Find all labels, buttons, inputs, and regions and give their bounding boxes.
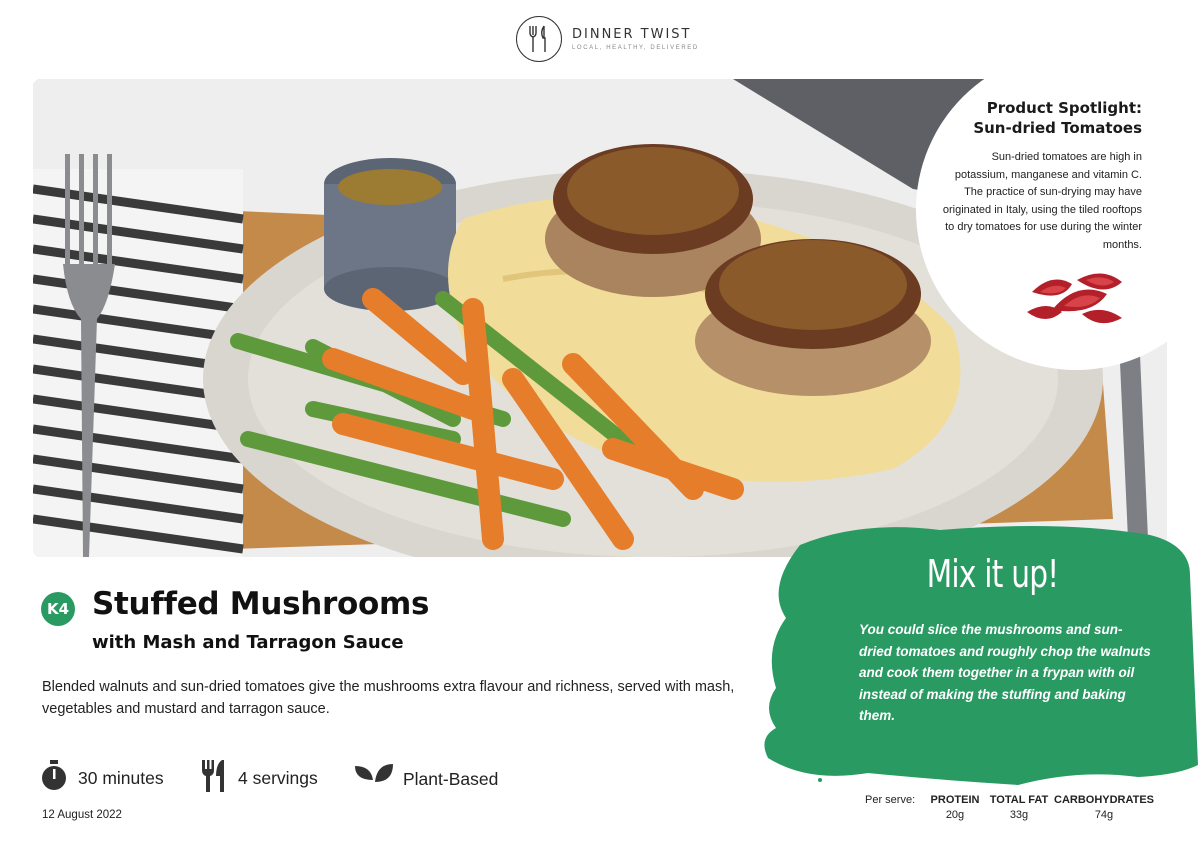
time-stat xyxy=(40,760,164,797)
spotlight-title-line1: Product Spotlight: xyxy=(986,99,1142,117)
stopwatch-icon xyxy=(40,760,68,797)
servings-stat xyxy=(200,760,318,797)
mix-it-up-title: Mix it up! xyxy=(926,552,1059,596)
carbs-label: CARBOHYDRATES xyxy=(1054,794,1155,806)
sprout-icon xyxy=(355,760,393,799)
brand-tagline: LOCAL, HEALTHY, DELIVERED xyxy=(572,45,699,51)
protein-label: PROTEIN xyxy=(930,794,980,806)
time-label: 30 minutes xyxy=(78,768,164,788)
spotlight-body: Sun-dried tomatoes are high in potassium, manganese and vitamin C. The practice of sun-drying may have originated in Italy, using the tiled rooftops to dry tomatoes for use during the winter months. xyxy=(942,151,1142,251)
spotlight-title-line2: Sun-dried Tomatoes xyxy=(973,119,1142,137)
sun-dried-tomatoes-image xyxy=(1022,262,1130,335)
recipe-description: Blended walnuts and sun-dried tomatoes give the mushrooms extra flavour and richness, served with mash, vegetables and mustard and tarragon sauce. xyxy=(42,679,735,717)
diet-stat xyxy=(355,760,498,799)
servings-label: 4 servings xyxy=(238,768,318,788)
fork-knife-icon xyxy=(516,16,562,62)
recipe-date: 12 August 2022 xyxy=(42,809,122,821)
product-spotlight xyxy=(940,98,1142,254)
carbs-value: 74g xyxy=(1094,809,1114,821)
brand-logo xyxy=(516,16,699,62)
per-serve-label xyxy=(865,794,915,806)
cutlery-icon xyxy=(200,760,228,797)
fat-value: 33g xyxy=(1009,809,1029,821)
fat-nutrient xyxy=(988,794,1050,821)
brand-name: DINNER TWIST xyxy=(572,27,692,42)
fat-label: TOTAL FAT xyxy=(989,794,1049,806)
recipe-title: Stuffed Mushrooms xyxy=(92,586,430,622)
carbs-nutrient xyxy=(1054,794,1154,821)
diet-label: Plant-Based xyxy=(403,769,499,789)
protein-nutrient xyxy=(928,794,982,821)
mix-it-up-body: You could slice the mushrooms and sun-dried tomatoes and roughly chop the walnuts and cook them together in a frypan with oil instead of making the stuffing and baking them. xyxy=(859,622,1151,723)
protein-value: 20g xyxy=(945,809,965,821)
recipe-code-badge: K4 xyxy=(41,592,75,626)
per-serve-text: Per serve: xyxy=(865,794,916,806)
recipe-subtitle: with Mash and Tarragon Sauce xyxy=(92,632,404,653)
